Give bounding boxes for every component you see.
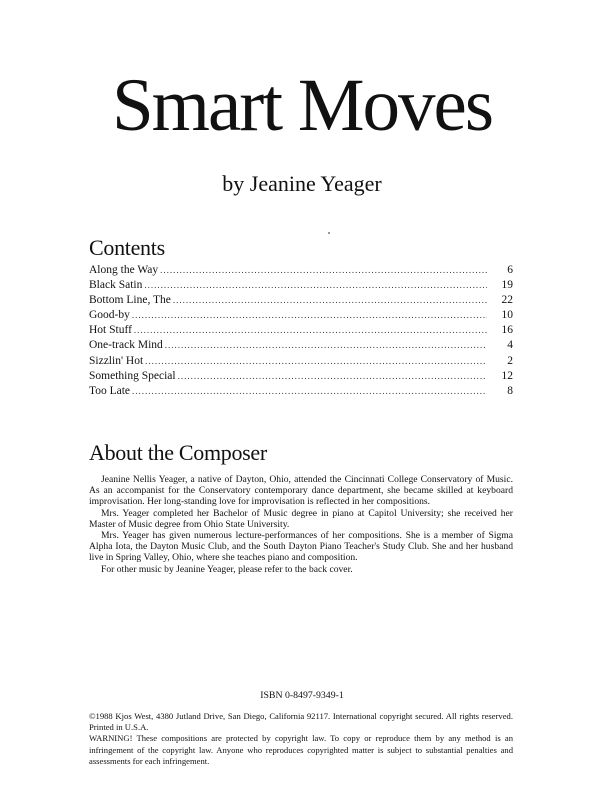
toc-item-title: Too Late [89,384,131,397]
toc-item-page: 22 [501,294,513,307]
toc-item-title: Good-by [89,309,130,322]
toc-leader-dots [132,308,487,323]
toc-leader-dots [178,369,487,384]
table-of-contents [89,263,513,399]
toc-item [89,354,513,369]
toc-item-page: 12 [501,369,513,382]
about-heading: About the Composer [89,440,267,465]
toc-item [89,323,513,338]
bio-paragraph: For other music by Jeanine Yeager, please refer to the back cover. [101,563,353,575]
toc-item [89,384,513,399]
contents-heading: Contents [89,235,165,260]
toc-item-page: 2 [507,354,513,367]
toc-item-page: 19 [501,279,513,292]
toc-item-page: 8 [507,384,513,397]
toc-leader-dots [173,293,487,308]
book-title: Smart Moves [111,64,493,147]
toc-item [89,338,513,353]
composer-bio [89,474,513,575]
toc-item [89,369,513,384]
toc-leader-dots [134,323,487,338]
toc-leader-dots [144,278,487,293]
stray-mark [328,232,330,234]
copyright-warning: WARNING! These compositions are protected by copyright law. To copy or reproduce them by any method is an infringement of the copyright law. Anyone who reproduces copyrighted matter is subject to substantial penalties and assessments for each infringement. [89,733,513,766]
toc-item-title: Something Special [89,369,176,382]
toc-leader-dots [165,338,487,353]
toc-item-title: Bottom Line, The [89,294,171,307]
toc-leader-dots [145,354,487,369]
toc-item-page: 10 [501,309,513,322]
legal-notice [89,711,513,767]
toc-leader-dots [160,263,487,278]
toc-item-title: Along the Way [89,264,159,276]
toc-item-page: 16 [501,324,513,337]
bio-paragraph: Mrs. Yeager has given numerous lecture-performances of her compositions. She is a member of Sigma Alpha Iota, the Dayton Music Club, and the South Dayton Piano Teacher's Study Club. She and her husband live in Spring Valley, Ohio, where she teaches piano and composition. [89,530,513,564]
bio-paragraph: Mrs. Yeager completed her Bachelor of Music degree in piano at Capitol University; she received her Master of Music degree from Ohio State University. [89,507,513,530]
bio-paragraph: Jeanine Nellis Yeager, a native of Dayton, Ohio, attended the Cincinnati College Conservatory of Music. As an accompanist for the Conservatory contemporary dance department, she became skilled at keyboard improvisation. Her long-standing love for improvisation is reflected in her compositions. [89,474,513,508]
copyright-notice: ©1988 Kjos West, 4380 Jutland Drive, San Diego, California 92117. International copyright secured. All rights reserved. Printed in U.S.A. [89,711,513,733]
toc-item [89,278,513,293]
toc-item-page: 6 [507,264,513,276]
toc-item-title: Sizzlin' Hot [89,354,144,367]
toc-item [89,293,513,308]
isbn-number: ISBN 0-8497-9349-1 [260,690,344,701]
toc-leader-dots [132,384,487,399]
toc-item-title: One-track Mind [89,339,163,352]
toc-item-title: Hot Stuff [89,324,132,337]
toc-item-title: Black Satin [89,279,143,292]
toc-item-page: 4 [507,339,513,352]
toc-item [89,263,513,278]
author-byline: by Jeanine Yeager [222,171,382,196]
toc-item [89,308,513,323]
